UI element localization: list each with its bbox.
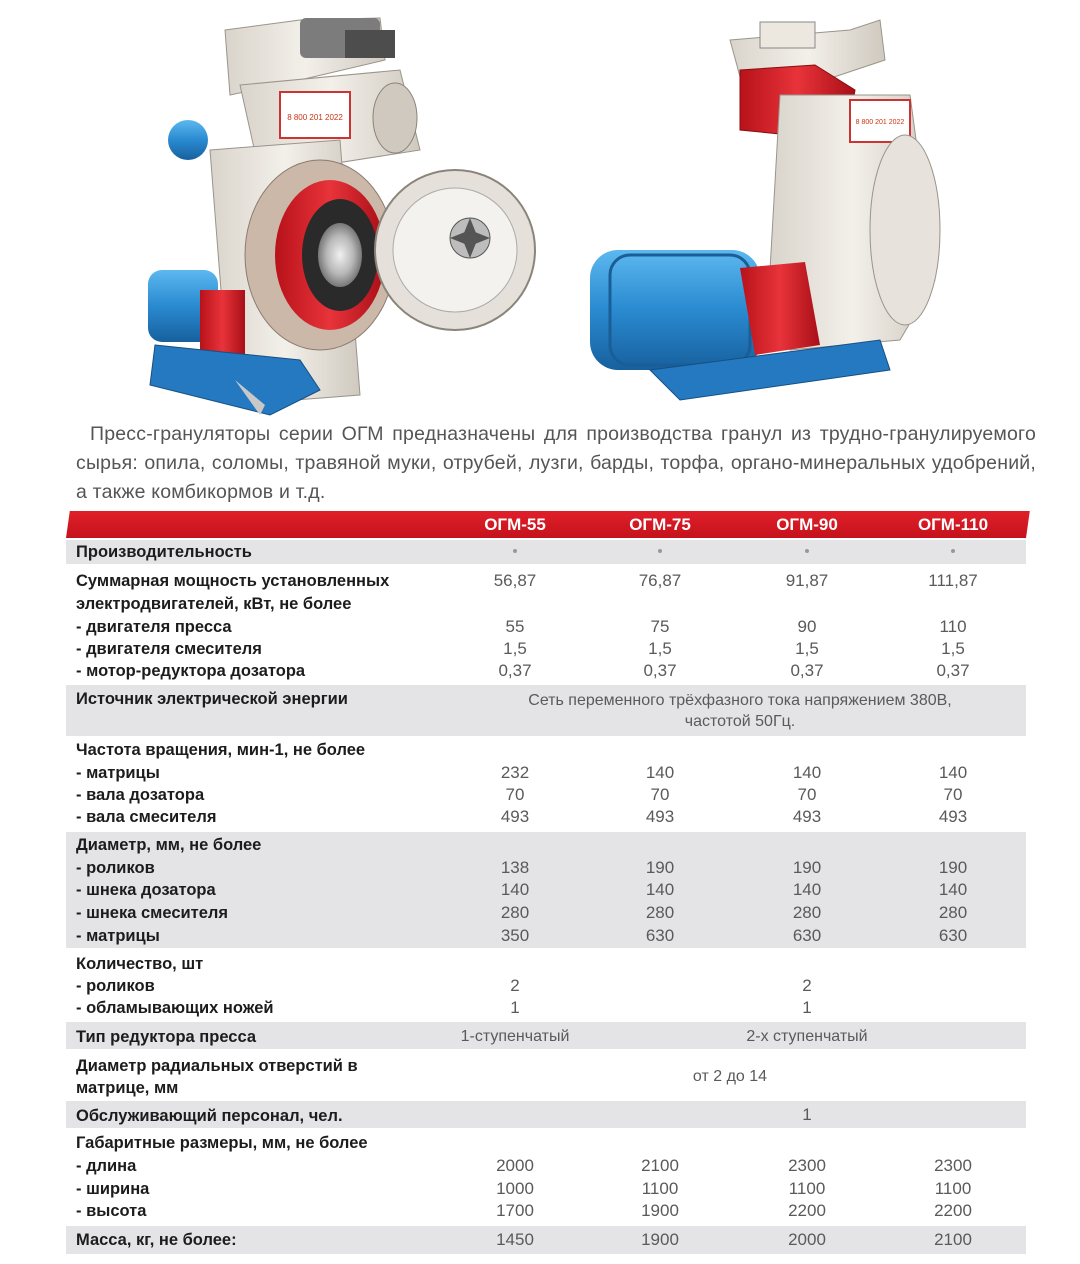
row-label-diameter-mixer-screw: - шнека смесителя (76, 904, 229, 922)
machine-phone-label: 8 800 201 2022 (287, 113, 343, 122)
cell-value: 1 (802, 998, 812, 1017)
cell-power-75: 76,87 (638, 571, 682, 590)
empty-dot (513, 549, 517, 553)
right-machine (590, 20, 940, 400)
cell-value: 280 (938, 903, 968, 922)
cell-power-110: 111,87 (928, 571, 978, 590)
cell-value: 190 (645, 858, 675, 877)
cell-staff: 1 (802, 1105, 812, 1124)
row-label-width: - ширина (76, 1180, 150, 1198)
cell-value: 0,37 (643, 661, 677, 680)
cell-value: 1450 (496, 1230, 534, 1249)
col-header-ogm-110: ОГМ-110 (917, 515, 989, 534)
cell-value: 280 (645, 903, 675, 922)
row-label-rpm-die: - матрицы (76, 764, 160, 782)
row-label-holes-2: матрице, мм (76, 1079, 179, 1097)
row-label-holes-1: Диаметр радиальных отверстий в (76, 1057, 358, 1075)
cell-power-source-2: частотой 50Гц. (684, 713, 796, 730)
cell-value: 140 (792, 880, 822, 899)
row-label-doser-gearmotor: - мотор-редуктора дозатора (76, 662, 306, 680)
row-label-power-2: электродвигателей, кВт, не более (76, 595, 352, 613)
cell-power-source-1: Сеть переменного трёхфазного тока напряжением 380В, (528, 692, 952, 709)
cell-value: 110 (939, 617, 967, 636)
cell-value: 1100 (934, 1179, 972, 1198)
row-label-mixer-motor: - двигателя смесителя (76, 640, 262, 658)
cell-value: 280 (792, 903, 822, 922)
cell-value: 630 (645, 926, 675, 945)
cell-value: 140 (500, 880, 530, 899)
cell-value: 140 (645, 880, 675, 899)
cell-value: 140 (938, 880, 968, 899)
row-label-rpm-mixer-shaft: - вала смесителя (76, 808, 217, 826)
cell-reducer-1: 1-ступенчатый (460, 1028, 570, 1045)
row-label-diameter-doser-screw: - шнека дозатора (76, 881, 216, 899)
cell-value: 493 (792, 807, 822, 826)
cell-value: 1000 (496, 1179, 534, 1198)
cell-value: 70 (505, 785, 525, 804)
cell-value: 1900 (641, 1201, 679, 1220)
cell-value: 0,37 (790, 661, 824, 680)
cell-value: 1100 (788, 1179, 826, 1198)
row-label-quantity-knives: - обламывающих ножей (76, 999, 274, 1017)
cell-value: 138 (500, 858, 530, 877)
cell-value: 1700 (496, 1201, 534, 1220)
cell-reducer-2: 2-х ступенчатый (746, 1028, 868, 1045)
cell-value: 1900 (641, 1230, 679, 1249)
cell-value: 140 (792, 763, 822, 782)
cell-value: 90 (797, 617, 817, 636)
col-header-ogm-90: ОГМ-90 (776, 515, 838, 534)
cell-value: 280 (500, 903, 530, 922)
row-label-diameter-die: - матрицы (76, 927, 160, 945)
left-machine (148, 18, 535, 415)
cell-value: 55 (505, 617, 525, 636)
cell-value: 70 (797, 785, 817, 804)
row-label-mass: Масса, кг, не более: (76, 1231, 237, 1249)
empty-dot (658, 549, 662, 553)
cell-value: 630 (792, 926, 822, 945)
cell-value: 2300 (788, 1156, 826, 1175)
col-header-ogm-75: ОГМ-75 (629, 515, 691, 534)
cell-value: 493 (645, 807, 675, 826)
row-label-reducer: Тип редуктора пресса (76, 1028, 257, 1046)
cell-value: 2100 (934, 1230, 972, 1249)
row-label-rpm: Частота вращения, мин-1, не более (76, 741, 366, 759)
row-label-rpm-doser-shaft: - вала дозатора (76, 786, 205, 804)
row-label-diameter: Диаметр, мм, не более (76, 836, 262, 854)
cell-value: 1,5 (503, 639, 527, 658)
cell-value: 630 (938, 926, 968, 945)
empty-dot (805, 549, 809, 553)
cell-value: 2200 (788, 1201, 826, 1220)
machine-phone-label-2: 8 800 201 2022 (855, 119, 905, 126)
row-label-length: - длина (76, 1157, 137, 1175)
cell-value: 1 (510, 998, 520, 1017)
cell-value: 190 (938, 858, 968, 877)
cell-value: 2200 (934, 1201, 972, 1220)
cell-power-55: 56,87 (493, 571, 537, 590)
cell-value: 140 (645, 763, 675, 782)
cell-power-90: 91,87 (785, 571, 829, 590)
row-label-quantity: Количество, шт (76, 955, 204, 973)
row-label-power-source: Источник электрической энергии (76, 690, 348, 708)
cell-value: 2 (510, 976, 520, 995)
empty-dot (951, 549, 955, 553)
row-label-diameter-rollers: - роликов (76, 859, 155, 877)
cell-value: 0,37 (498, 661, 532, 680)
cell-value: 0,37 (936, 661, 970, 680)
cell-value: 70 (650, 785, 670, 804)
pellet-press-illustration (0, 0, 1080, 418)
cell-value: 70 (943, 785, 963, 804)
row-label-staff: Обслуживающий персонал, чел. (76, 1107, 343, 1125)
cell-value: 2000 (788, 1230, 826, 1249)
cell-value: 2100 (641, 1156, 679, 1175)
machine-photos (0, 0, 1080, 418)
cell-holes: от 2 до 14 (692, 1068, 768, 1085)
row-label-performance: Производительность (76, 543, 252, 561)
cell-value: 232 (500, 763, 530, 782)
cell-value: 1,5 (648, 639, 672, 658)
row-label-height: - высота (76, 1202, 147, 1220)
cell-value: 2300 (934, 1156, 972, 1175)
cell-value: 140 (938, 763, 968, 782)
cell-value: 1,5 (795, 639, 819, 658)
cell-value: 190 (792, 858, 822, 877)
cell-value: 1100 (641, 1179, 679, 1198)
row-label-dimensions: Габаритные размеры, мм, не более (76, 1134, 368, 1152)
cell-value: 493 (500, 807, 530, 826)
col-header-ogm-55: ОГМ-55 (484, 515, 546, 534)
cell-value: 350 (500, 926, 530, 945)
row-label-press-motor: - двигателя пресса (76, 618, 232, 636)
row-label-quantity-rollers: - роликов (76, 977, 155, 995)
row-label-power-1: Суммарная мощность установленных (76, 572, 390, 590)
cell-value: 75 (650, 617, 670, 636)
cell-value: 1,5 (941, 639, 965, 658)
cell-value: 2000 (496, 1156, 534, 1175)
cell-value: 493 (938, 807, 968, 826)
cell-value: 2 (802, 976, 812, 995)
intro-paragraph: Пресс-грануляторы серии ОГМ предназначены для производства гранул из трудно-гранулируемого сырья: опила, соломы, травяной муки, отрубей, лузги, барды, торфа, органо-минеральных удобрений, а также комбикормов и т.д. (76, 423, 1036, 503)
